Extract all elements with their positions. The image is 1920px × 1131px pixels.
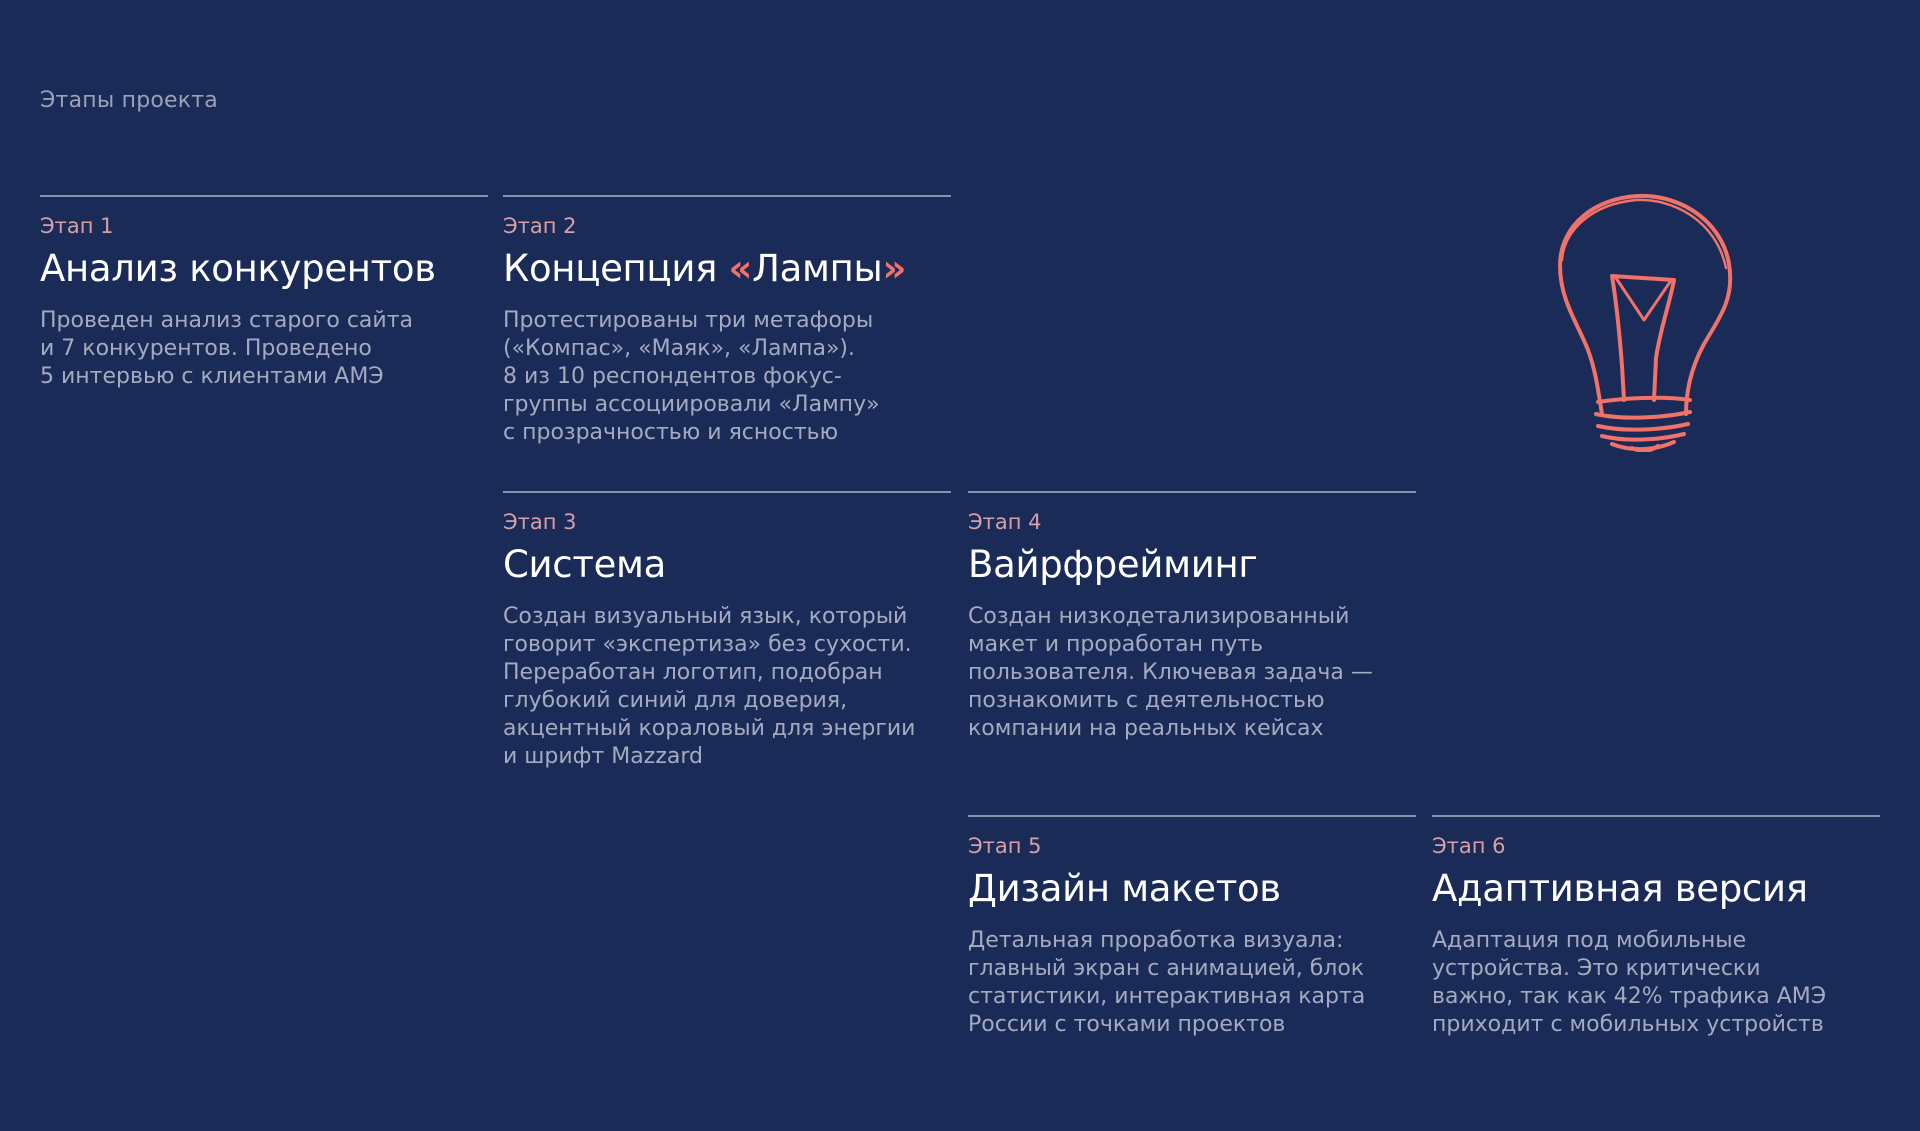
stage-divider	[503, 195, 951, 197]
stage-number: Этап 3	[503, 510, 577, 534]
stage-description: Адаптация под мобильные устройства. Это критически важно, так как 42% трафика АМЭ приходит с мобильных устройств	[1432, 928, 1827, 1037]
quote-open: «	[728, 247, 753, 290]
stage-title-prefix: Концепция	[503, 247, 729, 290]
quote-close: »	[882, 247, 907, 290]
stage-3	[503, 491, 951, 771]
stage-divider	[968, 815, 1416, 817]
stage-number: Этап 6	[1432, 834, 1506, 858]
stage-description: Проведен анализ старого сайта и 7 конкурентов. Проведено 5 интервью с клиентами АМЭ	[40, 308, 413, 389]
stage-description: Протестированы три метафоры («Компас», «Маяк», «Лампа»). 8 из 10 респондентов фокус- группы ассоциировали «Лампу» с прозрачностью и ясностью	[503, 308, 880, 445]
stage-title: Анализ конкурентов	[40, 247, 436, 290]
stage-description: Детальная проработка визуала: главный экран с анимацией, блок статистики, интерактивная карта России с точками проектов	[968, 928, 1366, 1037]
stage-6	[1432, 815, 1880, 1039]
stage-4	[968, 491, 1416, 743]
stage-number: Этап 5	[968, 834, 1042, 858]
stage-5	[968, 815, 1416, 1039]
stage-divider	[968, 491, 1416, 493]
stage-title: Вайрфрейминг	[968, 543, 1258, 586]
stage-title: Адаптивная версия	[1432, 867, 1808, 910]
stage-number: Этап 2	[503, 214, 577, 238]
stage-title-word: Лампы	[752, 247, 883, 290]
stage-divider	[503, 491, 951, 493]
stage-title: Дизайн макетов	[968, 867, 1281, 910]
stage-1	[40, 195, 488, 391]
stage-number: Этап 4	[968, 510, 1042, 534]
page-label: Этапы проекта	[40, 88, 218, 113]
stage-divider	[1432, 815, 1880, 817]
stage-description: Создан визуальный язык, который говорит «экспертиза» без сухости. Переработан логотип, подобран глубокий синий для доверия, акцентный кораловый для энергии и шрифт Mazzard	[503, 604, 916, 769]
stage-2	[503, 195, 951, 447]
stage-title: Система	[503, 543, 667, 586]
stage-description: Создан низкодетализированный макет и проработан путь пользователя. Ключевая задача — познакомить с деятельностью компании на реальных кейсах	[968, 604, 1373, 741]
stage-divider	[40, 195, 488, 197]
stage-title	[503, 247, 951, 291]
stage-number: Этап 1	[40, 214, 114, 238]
lightbulb-icon	[1552, 190, 1742, 452]
